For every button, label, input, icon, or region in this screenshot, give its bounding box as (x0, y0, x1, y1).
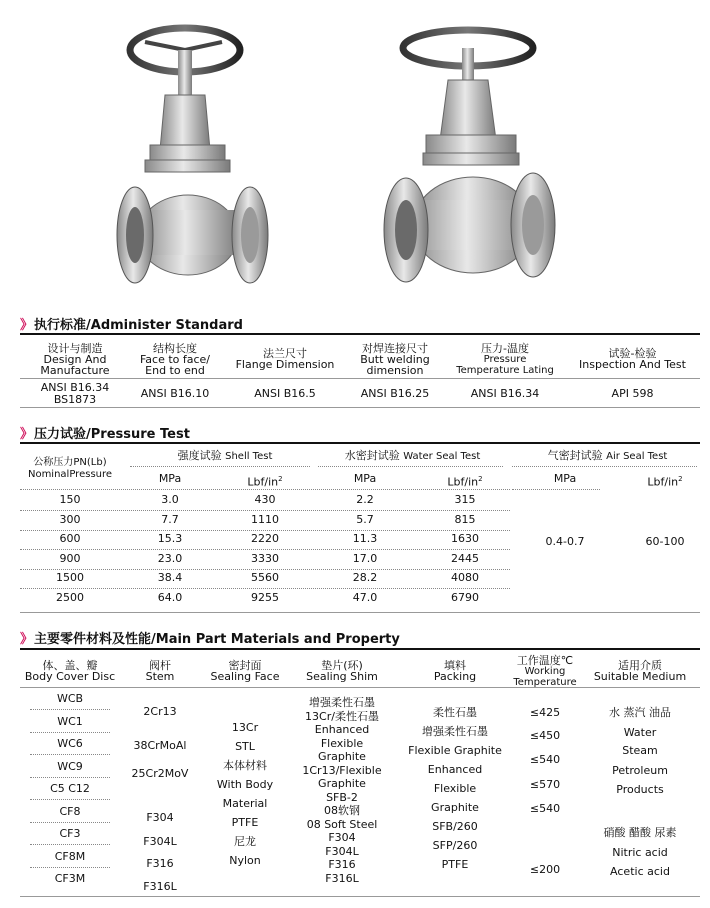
shim-material-cell: 13Cr/柔性石墨 (305, 709, 379, 723)
temp-cell: ≤570 (529, 778, 561, 791)
body-row-rule (30, 822, 110, 823)
mat-header-packing: 填料 Packing (433, 659, 477, 683)
shim-material-cell: 08 Soft Steel (306, 817, 378, 831)
pressure-cell-water-mpa: 17.0 (352, 551, 378, 565)
pressure-cell-shell-lbf: 9255 (251, 590, 279, 604)
std-value-flange: ANSI B16.5 (254, 387, 316, 400)
mat-header-stem: 阀杆 Stem (145, 659, 175, 683)
body-material-cell: WC9 (57, 759, 83, 773)
std-value-butt: ANSI B16.25 (360, 387, 430, 400)
medium-cell: Nitric acid (612, 846, 668, 859)
pressure-header-rule (20, 489, 510, 490)
body-row-rule (30, 799, 110, 800)
face-material-cell: Material (222, 797, 268, 810)
air-lbf-unit: Lbf/$in^2$ (647, 475, 683, 489)
stem-material-cell: 25Cr2MoV (131, 767, 189, 780)
pressure-row-rule (20, 510, 510, 511)
stem-material-cell: F304L (143, 835, 177, 848)
pressure-section-title: 》 压力试验/Pressure Test (20, 427, 190, 442)
pressure-cell-pn: 150 (59, 493, 81, 506)
water-test-header: 水密封试验 Water Seal Test (344, 449, 481, 462)
std-header-inspection: 试验-检验 Inspection And Test (579, 347, 686, 371)
shim-material-cell: F316 (328, 858, 356, 871)
air-mpa-rule (512, 489, 600, 490)
std-value-face: ANSI B16.10 (140, 387, 210, 400)
body-material-cell: CF8M (54, 849, 86, 863)
shim-material-cell: Graphite (318, 750, 366, 763)
pressure-cell-water-mpa: 28.2 (352, 571, 378, 584)
shim-material-cell: Graphite (318, 777, 366, 790)
body-material-cell: CF8 (59, 804, 81, 818)
pressure-cell-shell-lbf: 1110 (251, 512, 279, 526)
pn-header: 公称压力PN(Lb) NominalPressure (27, 457, 113, 480)
face-material-cell: With Body (216, 778, 274, 791)
pressure-row-rule (20, 569, 510, 570)
body-row-rule (30, 754, 110, 755)
pressure-row-rule (20, 549, 510, 550)
materials-top-rule (20, 648, 700, 650)
air-mpa-unit: MPa (553, 472, 577, 485)
medium-cell: Products (616, 783, 664, 796)
pressure-cell-shell-mpa: 3.0 (161, 493, 179, 506)
body-row-rule (30, 709, 110, 710)
water-lbf-unit: Lbf/$in^2$ (447, 475, 483, 489)
pressure-cell-water-mpa: 47.0 (352, 590, 378, 604)
body-material-cell: CF3M (54, 872, 86, 885)
mat-header-shim: 垫片(环) Sealing Shim (306, 659, 378, 683)
medium-cell: Water (623, 726, 657, 739)
air-lbf-value: 60-100 (645, 535, 685, 548)
body-material-cell: C5 C12 (50, 782, 90, 795)
face-material-cell: 尼龙 (234, 835, 256, 848)
pressure-cell-pn: 900 (59, 551, 81, 565)
packing-material-cell: SFB/260 (432, 820, 478, 833)
face-material-cell: 13Cr (231, 721, 259, 734)
pressure-cell-water-mpa: 5.7 (356, 512, 374, 526)
pressure-cell-pn: 2500 (56, 590, 84, 604)
shim-material-cell: F304L (325, 844, 359, 858)
pressure-cell-water-lbf: 315 (454, 493, 476, 506)
materials-section-title: 》 主要零件材料及性能/Main Part Materials and Property (20, 632, 400, 647)
pressure-cell-pn: 600 (59, 532, 81, 545)
globe-valve-image-right (378, 20, 563, 290)
globe-valve-image-left (110, 20, 280, 290)
pressure-cell-water-mpa: 11.3 (352, 532, 378, 545)
stem-material-cell: 2Cr13 (143, 705, 177, 718)
pressure-row-rule (20, 588, 510, 589)
pressure-top-rule (20, 442, 700, 444)
body-material-cell: WC6 (57, 737, 83, 750)
shim-material-cell: 1Cr13/Flexible (302, 763, 382, 777)
shim-material-cell: F304 (328, 831, 356, 844)
packing-material-cell: Enhanced (427, 763, 483, 776)
pressure-bottom-rule (20, 612, 700, 613)
mat-header-body: 体、盖、瓣 Body Cover Disc (24, 659, 116, 683)
standard-header-rule (20, 378, 700, 379)
body-row-rule (30, 844, 110, 845)
water-mpa-unit: MPa (353, 472, 377, 485)
pressure-cell-shell-mpa: 7.7 (161, 512, 179, 526)
body-material-cell: WCB (56, 692, 84, 705)
medium-cell: 硝酸 醋酸 尿素 (603, 826, 677, 839)
pressure-cell-water-lbf: 2445 (451, 551, 479, 565)
face-material-cell: STL (235, 740, 255, 753)
std-header-design: 设计与制造 Design And Manufacture (40, 342, 110, 377)
std-header-face: 结构长度 Face to face/ End to end (139, 342, 211, 377)
std-header-butt: 对焊连接尺寸 Butt welding dimension (360, 342, 430, 377)
shim-material-cell: 08软钢 (324, 804, 360, 817)
temp-cell: ≤540 (529, 802, 561, 815)
shell-mpa-unit: MPa (158, 472, 182, 485)
packing-material-cell: PTFE (441, 858, 469, 871)
materials-header-rule (20, 687, 700, 688)
stem-material-cell: F304 (146, 811, 174, 824)
packing-material-cell: 增强柔性石墨 (422, 725, 488, 738)
standard-top-rule (20, 333, 700, 335)
std-header-pressure: 压力-温度 Pressure Temperature Lating (456, 342, 554, 376)
face-material-cell: 本体材料 (223, 759, 267, 772)
packing-material-cell: Flexible Graphite (408, 744, 502, 757)
standard-section-title: 》 执行标准/Administer Standard (20, 318, 243, 333)
pressure-cell-shell-mpa: 64.0 (157, 590, 183, 604)
air-mpa-value: 0.4-0.7 (545, 535, 585, 548)
pressure-cell-water-lbf: 815 (454, 512, 476, 526)
mat-header-face: 密封面 Sealing Face (210, 659, 280, 683)
pressure-cell-water-mpa: 2.2 (356, 493, 374, 506)
medium-cell: Acetic acid (610, 865, 670, 878)
shim-material-cell: Flexible (320, 736, 364, 750)
pressure-cell-water-lbf: 1630 (451, 532, 479, 545)
materials-bottom-rule (20, 896, 700, 897)
shim-material-cell: 增强柔性石墨 (309, 696, 375, 709)
packing-material-cell: Graphite (431, 801, 479, 814)
pressure-cell-shell-mpa: 15.3 (157, 532, 183, 545)
body-material-cell: CF3 (59, 827, 81, 840)
medium-cell: Petroleum (612, 764, 668, 777)
mat-header-medium: 适用介质 Suitable Medium (593, 659, 687, 683)
pressure-cell-shell-lbf: 2220 (251, 532, 279, 545)
temp-cell: ≤425 (529, 706, 561, 719)
pressure-cell-pn: 1500 (56, 571, 84, 584)
pressure-cell-water-lbf: 4080 (451, 571, 479, 584)
standard-bottom-rule (20, 407, 700, 408)
stem-material-cell: 38CrMoAl (133, 739, 187, 752)
shell-lbf-unit: Lbf/$in^2$ (247, 475, 283, 489)
temp-cell: ≤450 (529, 729, 561, 742)
shim-material-cell: Enhanced (314, 723, 370, 736)
std-value-inspection: API 598 (611, 387, 654, 400)
packing-material-cell: SFP/260 (432, 839, 478, 852)
packing-material-cell: Flexible (433, 782, 477, 795)
face-material-cell: Nylon (229, 854, 261, 867)
pressure-cell-water-lbf: 6790 (451, 590, 479, 604)
shim-material-cell: SFB-2 (326, 790, 358, 804)
pressure-cell-shell-lbf: 3330 (251, 551, 279, 565)
stem-material-cell: F316L (143, 880, 177, 893)
medium-cell: Steam (622, 744, 658, 757)
std-value-design: ANSI B16.34 BS1873 (40, 381, 110, 406)
air-group-rule (512, 466, 697, 467)
packing-material-cell: 柔性石墨 (433, 706, 477, 719)
face-material-cell: PTFE (231, 816, 259, 829)
shell-group-rule (130, 466, 310, 467)
body-row-rule (30, 732, 110, 733)
water-group-rule (318, 466, 503, 467)
air-test-header: 气密封试验 Air Seal Test (547, 449, 668, 462)
pressure-cell-shell-lbf: 430 (254, 493, 276, 506)
body-row-rule (30, 867, 110, 868)
pressure-cell-shell-mpa: 23.0 (157, 551, 183, 565)
shim-material-cell: F316L (325, 871, 359, 885)
body-material-cell: WC1 (57, 714, 83, 728)
temp-cell: ≤200 (529, 863, 561, 876)
pressure-cell-shell-mpa: 38.4 (157, 571, 183, 584)
std-value-pressure: ANSI B16.34 (470, 387, 540, 400)
pressure-cell-pn: 300 (59, 512, 81, 526)
temp-cell: ≤540 (529, 753, 561, 766)
std-header-flange: 法兰尺寸 Flange Dimension (235, 347, 335, 371)
pressure-cell-shell-lbf: 5560 (251, 571, 279, 584)
stem-material-cell: F316 (146, 857, 174, 870)
body-row-rule (30, 777, 110, 778)
pressure-row-rule (20, 530, 510, 531)
mat-header-temp: 工作温度℃ Working Temperature (513, 654, 577, 688)
medium-cell: 水 蒸汽 油品 (609, 706, 671, 719)
shell-test-header: 强度试验 Shell Test (177, 449, 273, 462)
